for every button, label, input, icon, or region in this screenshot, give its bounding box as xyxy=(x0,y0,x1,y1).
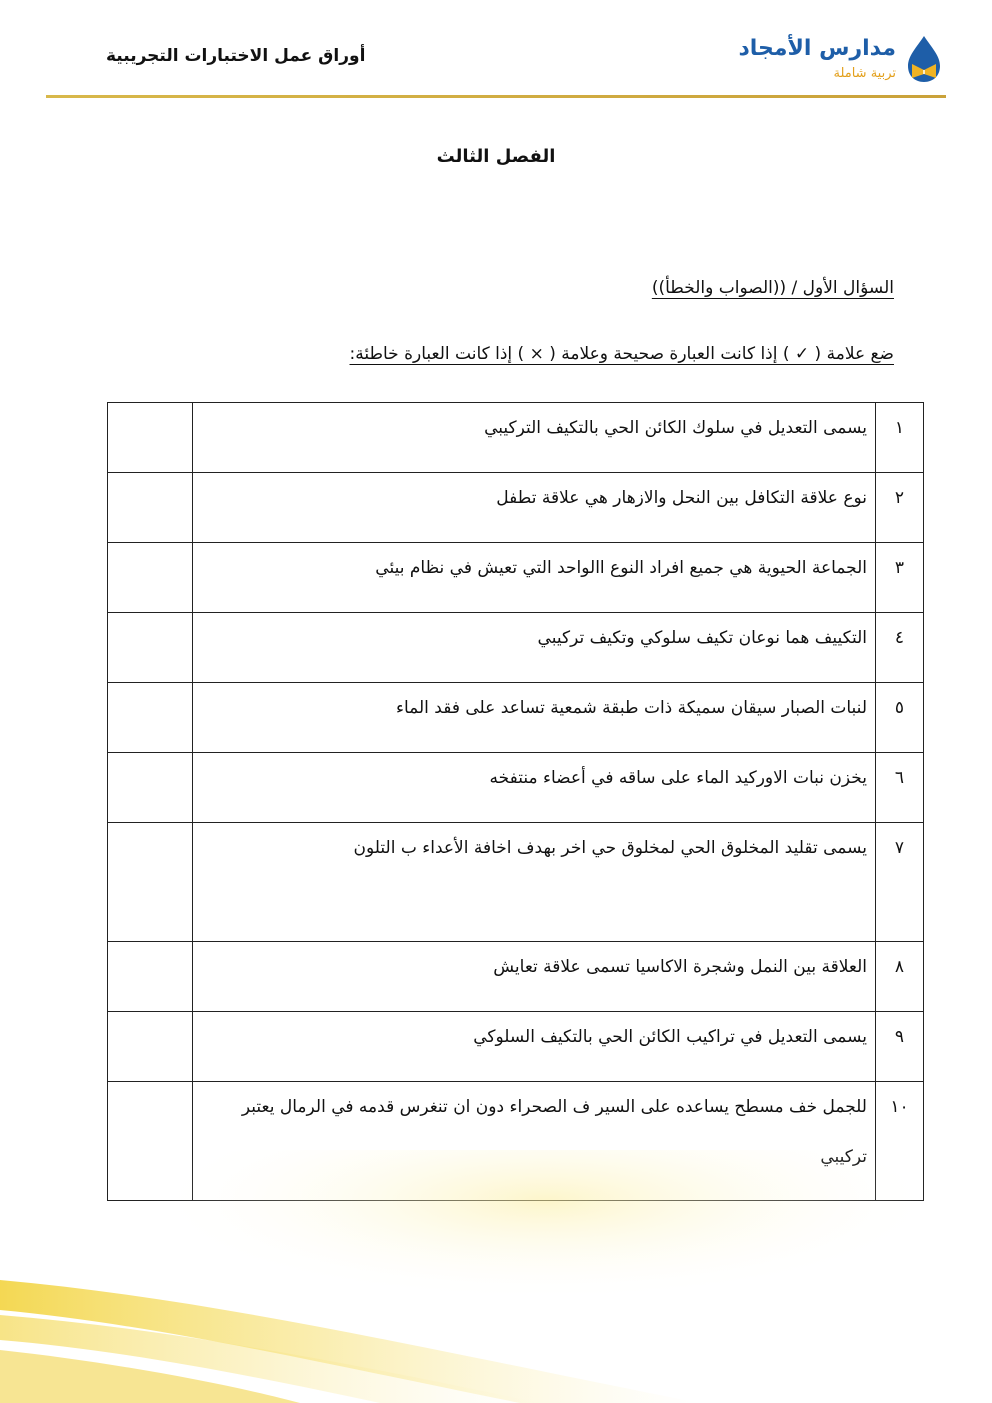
header-title: أوراق عمل الاختبارات التجريبية xyxy=(106,46,366,66)
item-number: ٣ xyxy=(876,543,924,613)
item-statement: يسمى تقليد المخلوق الحي لمخلوق حي اخر بهدف اخافة الأعداء ب التلون xyxy=(193,823,876,942)
item-number: ٦ xyxy=(876,753,924,823)
item-number: ٩ xyxy=(876,1012,924,1082)
table-row xyxy=(108,823,924,942)
answer-cell[interactable] xyxy=(108,823,193,942)
school-logo xyxy=(726,34,946,86)
answer-cell[interactable] xyxy=(108,1012,193,1082)
item-statement: يسمى التعديل في سلوك الكائن الحي بالتكيف التركيبي xyxy=(193,403,876,473)
item-number: ١ xyxy=(876,403,924,473)
answer-cell[interactable] xyxy=(108,473,193,543)
questions-table xyxy=(107,402,924,1201)
logo-name: مدارس الأمجاد xyxy=(738,36,896,61)
table-row xyxy=(108,942,924,1012)
item-number: ١٠ xyxy=(876,1082,924,1201)
table-row xyxy=(108,753,924,823)
item-number: ٤ xyxy=(876,613,924,683)
table-row xyxy=(108,473,924,543)
item-number: ٧ xyxy=(876,823,924,942)
header-divider xyxy=(46,95,946,98)
item-statement: للجمل خف مسطح يساعده على السير ف الصحراء دون ان تنغرس قدمه في الرمال يعتبر xyxy=(193,1082,876,1201)
item-number: ٢ xyxy=(876,473,924,543)
logo-drop-icon xyxy=(902,34,946,84)
table-row xyxy=(108,613,924,683)
answer-cell[interactable] xyxy=(108,613,193,683)
item-number: ٨ xyxy=(876,942,924,1012)
item-statement: يسمى التعديل في تراكيب الكائن الحي بالتكيف السلوكي xyxy=(193,1012,876,1082)
table-row xyxy=(108,1012,924,1082)
table-row xyxy=(108,683,924,753)
item-statement: لنبات الصبار سيقان سميكة ذات طبقة شمعية تساعد على فقد الماء xyxy=(193,683,876,753)
item-statement: يخزن نبات الاوركيد الماء على ساقه في أعضاء منتفخه xyxy=(193,753,876,823)
table-row xyxy=(108,403,924,473)
question-title: السؤال الأول / ((الصواب والخطأ)) xyxy=(651,278,894,298)
chapter-title: الفصل الثالث xyxy=(436,146,556,167)
item-number: ٥ xyxy=(876,683,924,753)
page-header xyxy=(46,28,946,96)
answer-cell[interactable] xyxy=(108,403,193,473)
answer-cell[interactable] xyxy=(108,753,193,823)
answer-cell[interactable] xyxy=(108,683,193,753)
item-statement: نوع علاقة التكافل بين النحل والازهار هي علاقة تطفل xyxy=(193,473,876,543)
table-row xyxy=(108,543,924,613)
logo-tagline: تربية شاملة xyxy=(833,66,896,81)
question-instruction: ضع علامة ( ✓ ) إذا كانت العبارة صحيحة وعلامة ( × ) إذا كانت العبارة خاطئة: xyxy=(349,344,894,364)
background-swoosh xyxy=(0,1150,992,1403)
item-statement: العلاقة بين النمل وشجرة الاكاسيا تسمى علاقة تعايش xyxy=(193,942,876,1012)
answer-cell[interactable] xyxy=(108,942,193,1012)
answer-cell[interactable] xyxy=(108,543,193,613)
item-statement: الجماعة الحيوية هي جميع افراد النوع االواحد التي تعيش في نظام بيئي xyxy=(193,543,876,613)
item-statement: التكييف هما نوعان تكيف سلوكي وتكيف تركيبي xyxy=(193,613,876,683)
